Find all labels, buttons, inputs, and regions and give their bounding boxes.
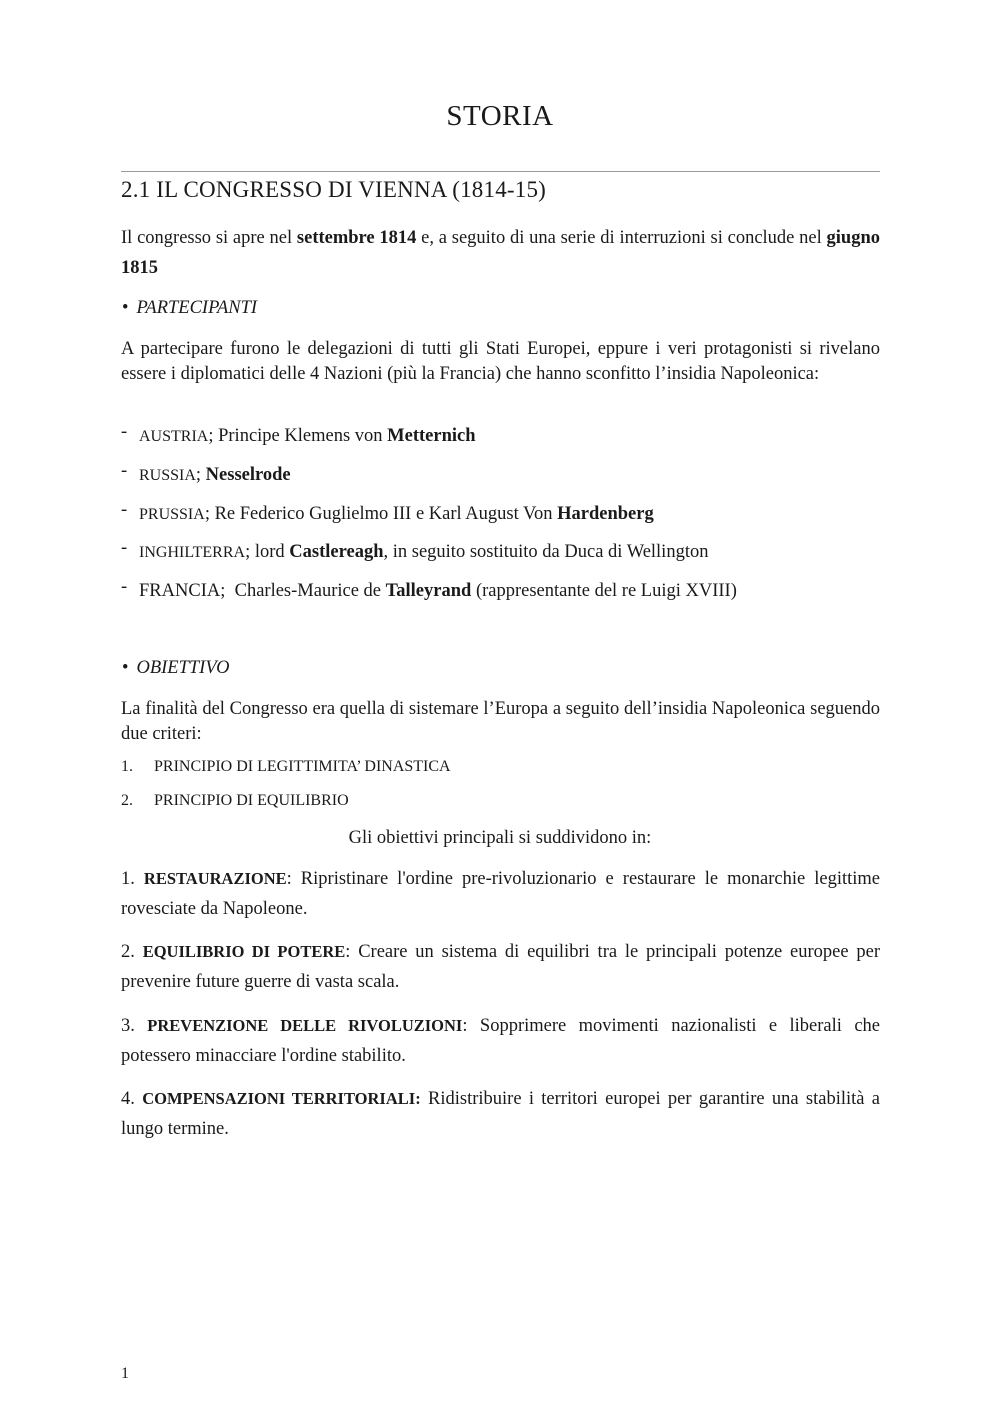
goal-label: RESTAURAZIONE (143, 869, 287, 888)
goal-text: : Ripristinare l'ordine pre-rivoluzionario e restaurare le monarchie legittime rovesciate da Napoleone. (121, 869, 880, 919)
page-number: 1 (121, 1365, 129, 1382)
criterion-number: 2. (121, 792, 133, 809)
delegate-name: Metternich (387, 426, 476, 446)
goal-label: PREVENZIONE DELLE RIVOLUZIONI (147, 1016, 463, 1035)
dash-icon: - (121, 461, 128, 481)
bullet-icon: • (122, 658, 129, 678)
partecipanti-heading (122, 298, 257, 319)
partecipanti-paragraph: A partecipare furono le delegazioni di tutti gli Stati Europei, eppure i veri protagonisti si rivelano essere i diplomatici delle 4 Nazioni (più la Francia) che hanno sconfitto l’insidia Napoleonica: (121, 339, 880, 384)
delegate-name: Talleyrand (385, 581, 472, 601)
intro-date-start: settembre 1814 (296, 228, 417, 248)
obiettivo-label: OBIETTIVO (136, 658, 230, 678)
criterion-item (121, 758, 451, 776)
separator: ; (245, 542, 255, 562)
intro-date-end: giugno 1815 (121, 228, 881, 278)
partecipanti-label: PARTECIPANTI (136, 298, 258, 318)
section-heading: 2.1 IL CONGRESSO DI VIENNA (1814-15) (121, 177, 547, 202)
delegate-name: Hardenberg (557, 504, 654, 524)
goal-number: 1. (121, 869, 144, 889)
intro-text-1: Il congresso si apre nel (121, 228, 297, 248)
delegate-name: Nesselrode (205, 465, 291, 485)
goals-subheading: Gli obiettivi principali si suddividono in: (348, 828, 652, 848)
separator: ; (208, 426, 219, 446)
criterion-number: 1. (121, 758, 133, 775)
obiettivo-heading (122, 658, 229, 679)
list-item (121, 538, 709, 563)
goal-item (121, 937, 880, 997)
title-divider (121, 171, 880, 172)
goal-item (121, 1084, 880, 1144)
goal-item (121, 864, 880, 924)
country-name: PRUSSIA (139, 506, 205, 523)
delegate-text: Re Federico Guglielmo III e Karl August Von (214, 504, 558, 524)
criterion-text: PRINCIPIO DI LEGITTIMITA’ DINASTICA (154, 758, 451, 775)
goal-text: : Sopprimere movimenti nazionalisti e liberali che potessero minacciare l'ordine stabilito. (121, 1016, 881, 1066)
country-name: AUSTRIA (139, 428, 209, 445)
delegate-text: Charles-Maurice de (234, 581, 386, 601)
dash-icon: - (121, 577, 128, 597)
goal-number: 4. (121, 1089, 143, 1109)
obiettivo-paragraph: La finalità del Congresso era quella di sistemare l’Europa a seguito dell’insidia Napoleonica seguendo due criteri: (121, 699, 880, 744)
separator: ; (195, 465, 206, 485)
dash-icon: - (121, 500, 128, 520)
dash-icon: - (121, 538, 128, 558)
intro-text-2: e, a seguito di una serie di interruzioni si conclude nel (416, 228, 827, 248)
list-item (121, 577, 737, 602)
dash-icon: - (121, 422, 128, 442)
country-name: INGHILTERRA (139, 544, 246, 561)
delegate-text: lord (254, 542, 290, 562)
separator: ; (220, 581, 235, 601)
criterion-text: PRINCIPIO DI EQUILIBRIO (154, 792, 349, 809)
country-name: FRANCIA (139, 581, 221, 601)
delegate-note: , in seguito sostituito da Duca di Wellington (383, 542, 709, 562)
country-name: RUSSIA (139, 467, 196, 484)
criterion-item (121, 792, 349, 810)
goal-label: COMPENSAZIONI TERRITORIALI: (142, 1089, 421, 1108)
page-title: STORIA (446, 100, 554, 132)
goal-number: 3. (121, 1016, 148, 1036)
delegate-note: (rappresentante del re Luigi XVIII) (471, 581, 737, 601)
goal-item (121, 1011, 880, 1071)
bullet-icon: • (122, 298, 129, 318)
goal-number: 2. (121, 942, 143, 962)
goal-text: Ridistribuire i territori europei per garantire una stabilità a lungo termine. (121, 1089, 880, 1139)
goal-label: EQUILIBRIO DI POTERE (142, 942, 346, 961)
delegate-text: Principe Klemens von (218, 426, 388, 446)
intro-paragraph (121, 223, 880, 283)
delegate-name: Castlereagh (289, 542, 384, 562)
list-item (121, 461, 291, 486)
separator: ; (204, 504, 215, 524)
goal-text: : Creare un sistema di equilibri tra le principali potenze europee per prevenire future guerre di vasta scala. (121, 942, 880, 992)
list-item (121, 422, 476, 447)
list-item (121, 500, 654, 525)
